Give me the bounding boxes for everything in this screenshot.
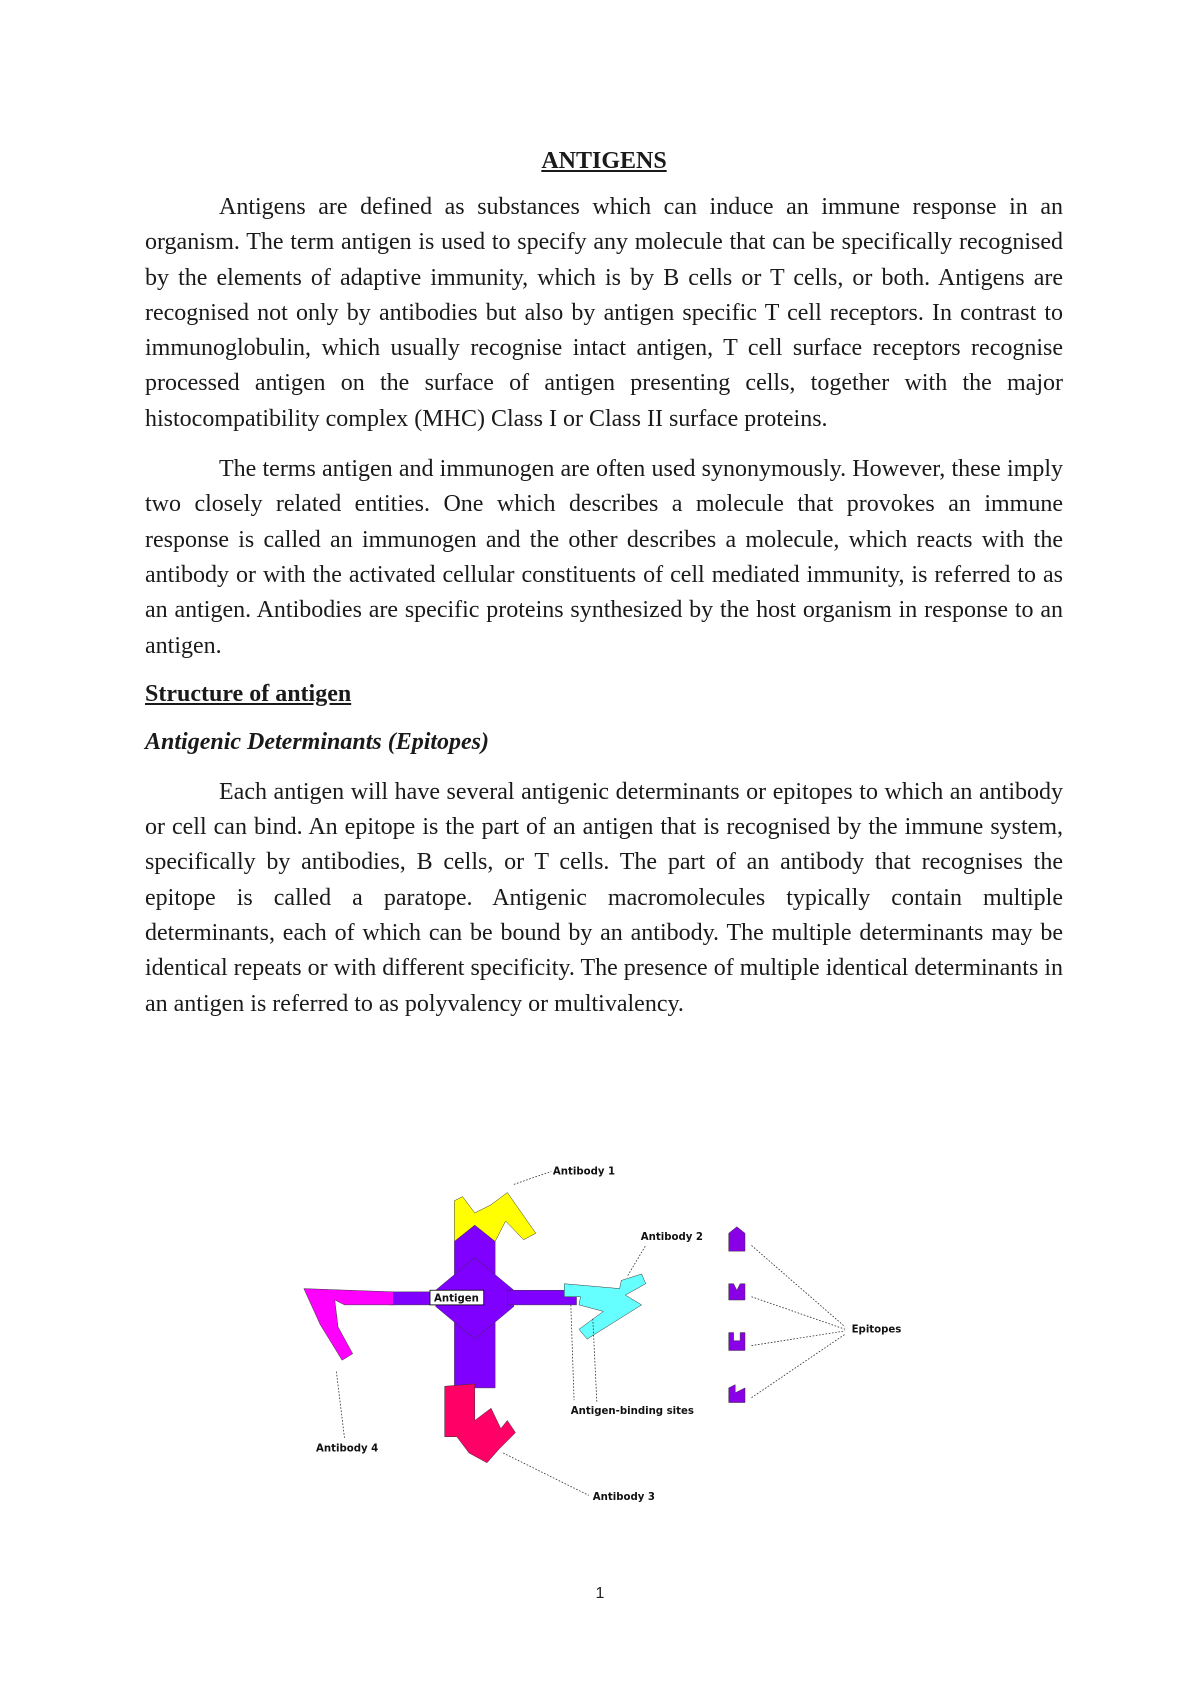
antibody-4-label: Antibody 4	[316, 1443, 379, 1455]
epitopes-label: Epitopes	[851, 1324, 902, 1336]
paragraph-epitopes: Each antigen will have several antigenic determinants or epitopes to which an antibody or cell can bind. An epitope is the part of an antigen that is recognised by the immune system, specifically by antibodies, B cells, or T cells. The part of an antibody that recognises the epitope is called a paratope. Antigenic macromolecules typically contain multiple determinants, each of which can be bound by an antibody. The multiple determinants may be identical repeats or with different specificity. The presence of multiple identical determinants in an antigen is referred to as polyvalency or multivalency.	[145, 778, 1063, 1017]
antibody-3-label: Antibody 3	[592, 1492, 655, 1504]
epitope-2	[729, 1284, 745, 1300]
antibody-3-shape	[445, 1384, 516, 1463]
sub-heading-epitopes: Antigenic Determinants (Epitopes)	[145, 728, 490, 755]
leader-binding-1	[571, 1305, 574, 1400]
leader-antibody-1	[514, 1171, 551, 1184]
antibody-2-label: Antibody 2	[640, 1231, 703, 1243]
leader-epitope-2	[752, 1297, 846, 1330]
section-heading-structure: Structure of antigen	[145, 680, 352, 707]
binding-sites-label: Antigen-binding sites	[570, 1405, 694, 1417]
epitope-4	[729, 1385, 745, 1403]
epitope-shapes	[729, 1227, 745, 1403]
diagram-svg	[225, 1160, 985, 1510]
paragraph-antigen-immunogen: The terms antigen and immunogen are often used synonymously. However, these imply two closely related entities. One which describes a molecule that provokes an immune response is called an immunogen and the other describes a molecule, which reacts with the antibody or with the activated cellular constituents of cell mediated immunity, is referred to as an antigen. Antibodies are specific proteins synthesized by the host organism in response to an antigen.	[145, 456, 1063, 659]
document-title: ANTIGENS	[541, 148, 667, 174]
leader-epitope-1	[752, 1245, 846, 1326]
antibody-1-label: Antibody 1	[552, 1166, 616, 1178]
antigen-label: Antigen	[434, 1293, 479, 1305]
leader-antibody-4	[336, 1372, 344, 1439]
paragraph-antigen-definition: Antigens are defined as substances which can induce an immune response in an organism. The term antigen is used to specify any molecule that can be specifically recognised by the elements of adaptive immunity, which is by B cells or T cells, or both. Antigens are recognised not only by antibodies but also by antigen specific T cell receptors. In contrast to immunoglobulin, which usually recognise intact antigen, T cell surface receptors recognise processed antigen on the surface of antigen presenting cells, together with the major histocompatibility complex (MHC) Class I or Class II surface proteins.	[145, 194, 1063, 432]
leader-antibody-3	[503, 1453, 588, 1495]
leader-epitope-3	[752, 1331, 846, 1346]
epitope-3	[729, 1333, 745, 1351]
epitope-1	[729, 1227, 745, 1251]
document-body	[145, 146, 1063, 1037]
antibody-4-shape	[304, 1289, 394, 1361]
antigen-shape	[389, 1225, 576, 1388]
page-number: 1	[595, 1585, 605, 1602]
antibody-2-shape	[564, 1274, 645, 1339]
leader-antibody-2	[628, 1245, 646, 1275]
antigen-epitope-diagram	[225, 1160, 985, 1510]
